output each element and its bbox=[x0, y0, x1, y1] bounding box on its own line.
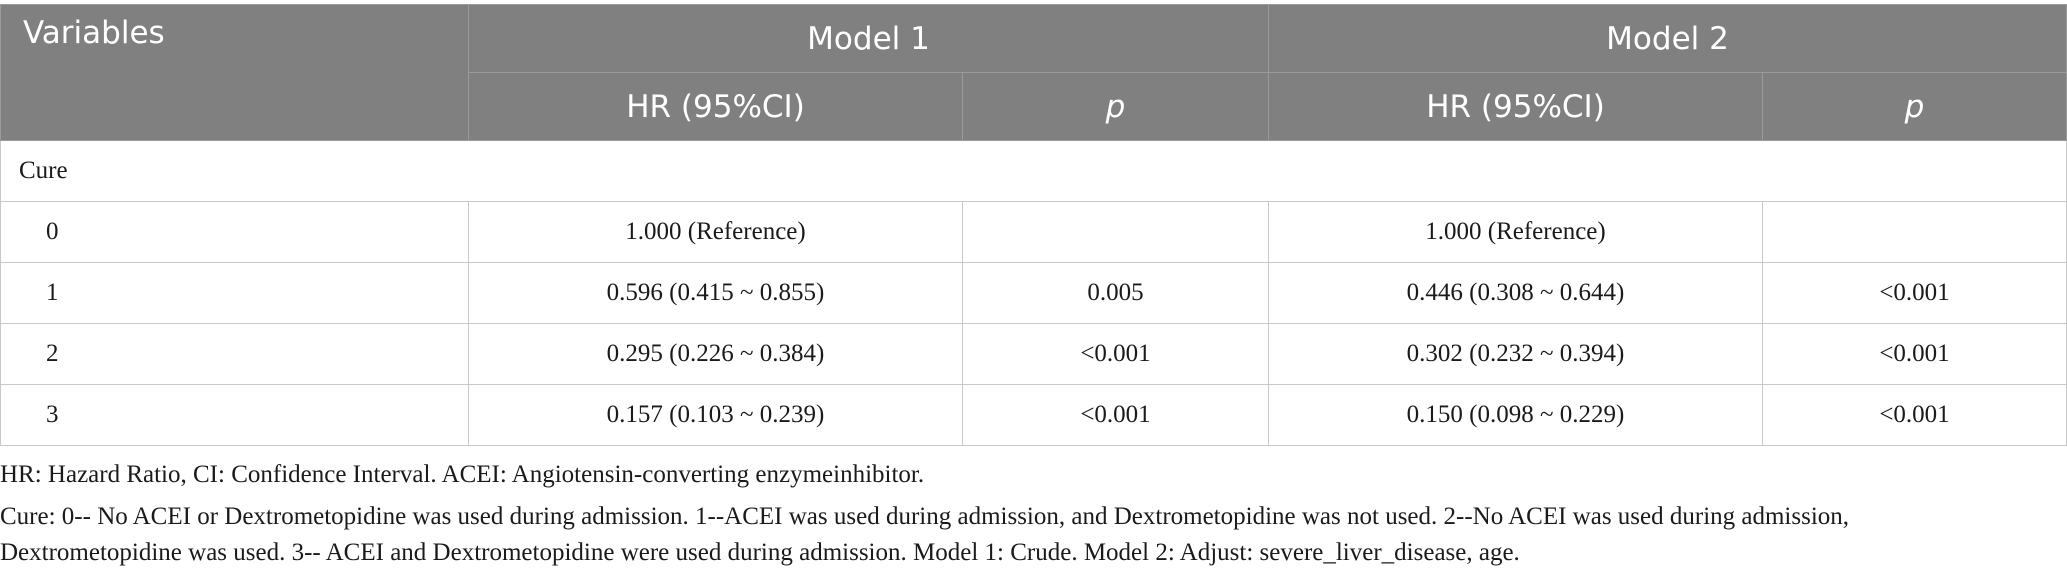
table-row bbox=[1, 202, 2067, 263]
cell-model-2-hr: 0.446 (0.308 ~ 0.644) bbox=[1269, 263, 1763, 324]
table-row bbox=[1, 263, 2067, 324]
header-model-2-p: p bbox=[1763, 73, 2067, 141]
cell-model-1-p: <0.001 bbox=[963, 385, 1269, 446]
cell-level: 1 bbox=[1, 263, 469, 324]
header-model-1-p: p bbox=[963, 73, 1269, 141]
header-model-2: Model 2 bbox=[1269, 5, 2067, 73]
header-row-models bbox=[1, 5, 2067, 73]
section-label: Cure bbox=[1, 141, 2067, 202]
header-model-1: Model 1 bbox=[469, 5, 1269, 73]
cell-level: 0 bbox=[1, 202, 469, 263]
header-variables: Variables bbox=[1, 5, 469, 141]
cell-model-2-hr: 0.150 (0.098 ~ 0.229) bbox=[1269, 385, 1763, 446]
cell-model-1-hr: 0.295 (0.226 ~ 0.384) bbox=[469, 324, 963, 385]
table-row bbox=[1, 324, 2067, 385]
cell-level: 2 bbox=[1, 324, 469, 385]
header-model-1-hr: HR (95%CI) bbox=[469, 73, 963, 141]
cell-model-2-p: <0.001 bbox=[1763, 263, 2067, 324]
table-row bbox=[1, 385, 2067, 446]
cell-model-2-p bbox=[1763, 202, 2067, 263]
cell-model-1-hr: 1.000 (Reference) bbox=[469, 202, 963, 263]
results-table bbox=[0, 4, 2067, 446]
cell-model-2-hr: 1.000 (Reference) bbox=[1269, 202, 1763, 263]
cell-model-1-p: 0.005 bbox=[963, 263, 1269, 324]
section-row-cure bbox=[1, 141, 2067, 202]
footnote-cure-definition: Cure: 0-- No ACEI or Dextrometopidine was used during admission. 1--ACEI was used during admission, and Dextrometopidine was not used. 2--No ACEI was used during admission, bbox=[0, 503, 1850, 530]
table-header bbox=[1, 5, 2067, 141]
cell-model-2-p: <0.001 bbox=[1763, 324, 2067, 385]
cell-model-2-hr: 0.302 (0.232 ~ 0.394) bbox=[1269, 324, 1763, 385]
cell-model-1-hr: 0.596 (0.415 ~ 0.855) bbox=[469, 263, 963, 324]
cell-model-1-hr: 0.157 (0.103 ~ 0.239) bbox=[469, 385, 963, 446]
table-body bbox=[1, 141, 2067, 446]
cell-model-1-p: <0.001 bbox=[963, 324, 1269, 385]
cell-model-1-p bbox=[963, 202, 1269, 263]
cell-level: 3 bbox=[1, 385, 469, 446]
cell-model-2-p: <0.001 bbox=[1763, 385, 2067, 446]
header-model-2-hr: HR (95%CI) bbox=[1269, 73, 1763, 141]
footnote-cure-definition-continued: Dextrometopidine was used. 3-- ACEI and Dextrometopidine were used during admission. Model 1: Crude. Model 2: Adjust: severe_liver_disease, age. bbox=[0, 539, 1520, 566]
footnote-abbreviations: HR: Hazard Ratio, CI: Confidence Interval. ACEI: Angiotensin-converting enzymeinhibitor. bbox=[0, 461, 925, 488]
